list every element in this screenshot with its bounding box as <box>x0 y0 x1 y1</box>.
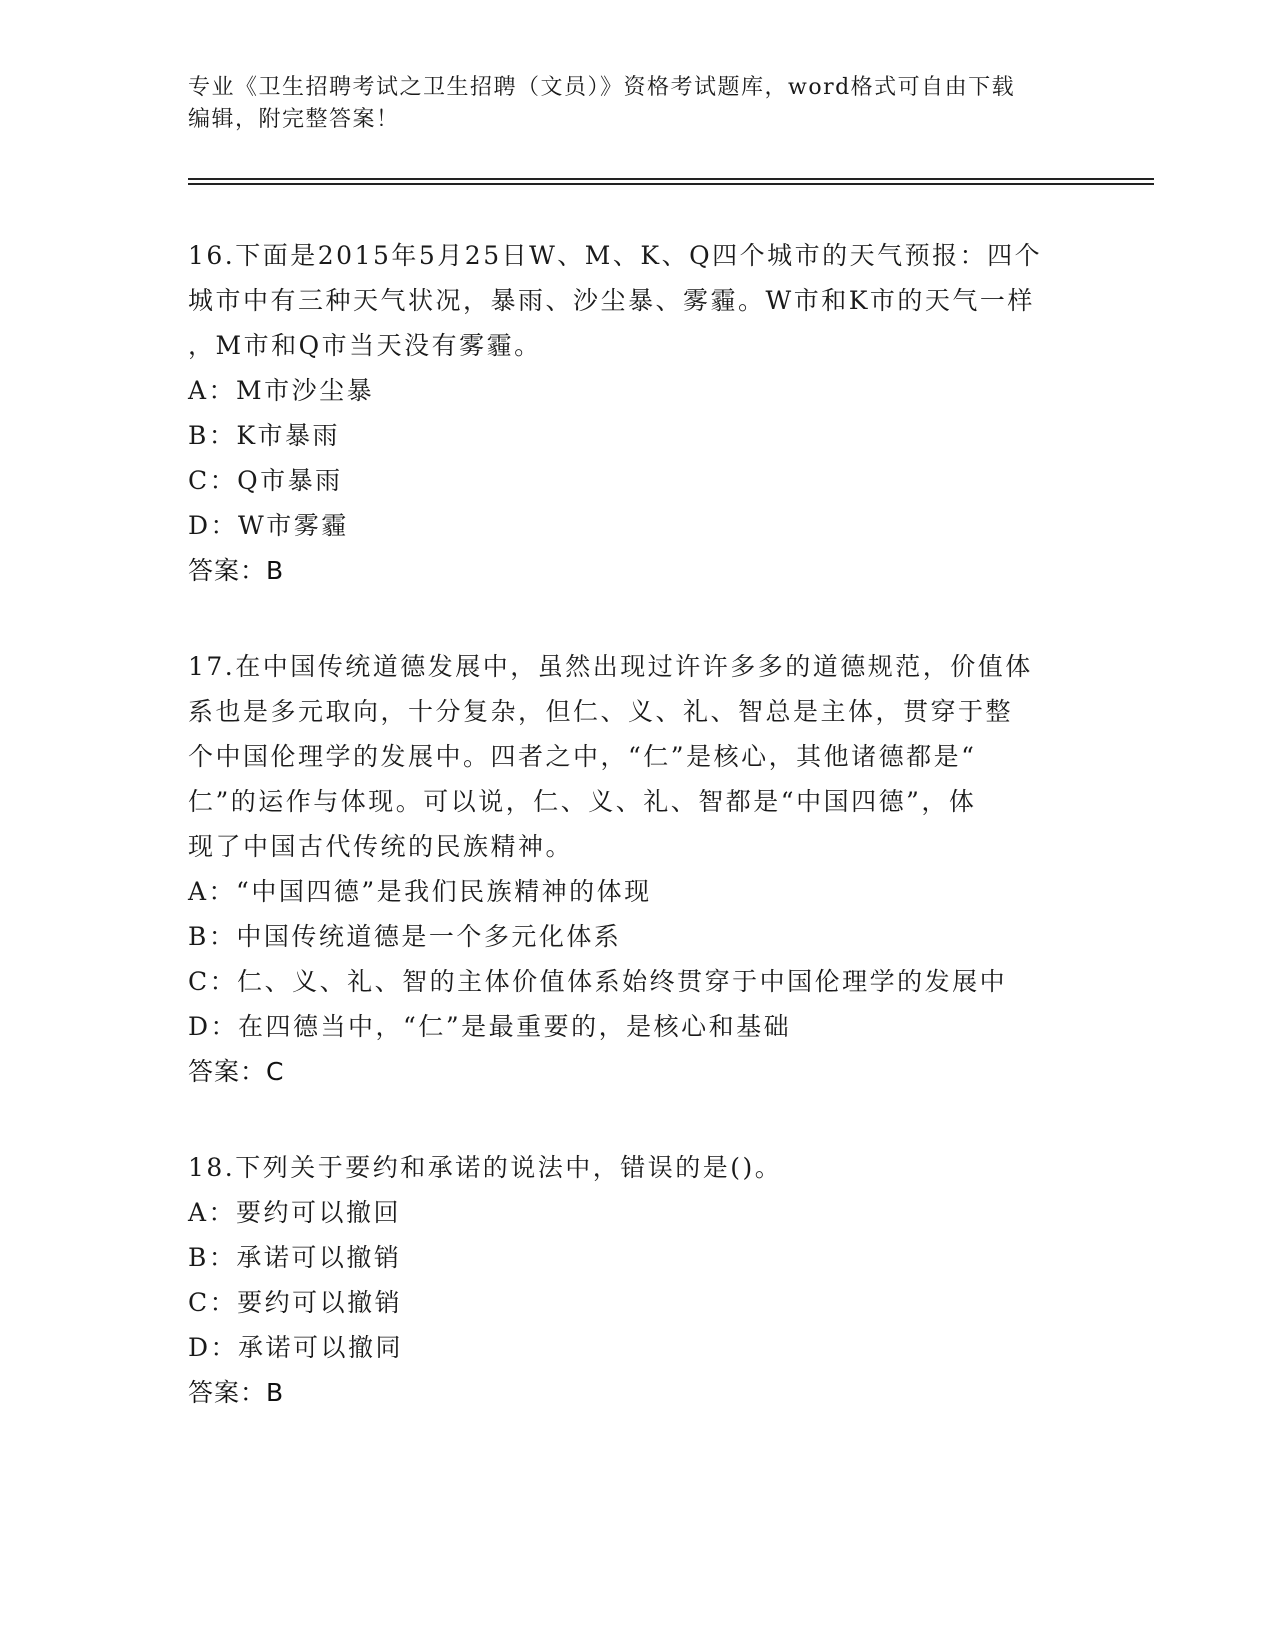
option-c: C：仁、义、礼、智的主体价值体系始终贯穿于中国伦理学的发展中 <box>188 967 1008 996</box>
question-stem-line: 现了中国古代传统的民族精神。 <box>188 832 574 861</box>
option-a: A：M市沙尘暴 <box>188 376 375 405</box>
question-stem-line: 城市中有三种天气状况，暴雨、沙尘暴、雾霾。W市和K市的天气一样 <box>188 286 1035 315</box>
question-17 <box>188 644 1088 1094</box>
header-divider-bottom <box>188 183 1154 185</box>
header-line-2: 编辑，附完整答案！ <box>188 107 400 132</box>
question-stem-line: 16.下面是2015年5月25日W、M、K、Q四个城市的天气预报：四个 <box>188 241 1043 270</box>
option-d: D：W市雾霾 <box>188 511 349 540</box>
option-b: B：承诺可以撤销 <box>188 1243 402 1272</box>
question-stem-line: 个中国伦理学的发展中。四者之中，“仁”是核心，其他诸德都是“ <box>188 742 977 771</box>
option-b: B：K市暴雨 <box>188 421 341 450</box>
question-stem-line: 系也是多元取向，十分复杂，但仁、义、礼、智总是主体，贯穿于整 <box>188 697 1014 726</box>
answer-label: 答案：C <box>188 1057 285 1086</box>
header-divider-top <box>188 178 1154 180</box>
option-b: B：中国传统道德是一个多元化体系 <box>188 922 622 951</box>
option-a: A：要约可以撤回 <box>188 1198 402 1227</box>
question-stem-line: 17.在中国传统道德发展中，虽然出现过许许多多的道德规范，价值体 <box>188 652 1033 681</box>
question-stem-line: 仁”的运作与体现。可以说，仁、义、礼、智都是“中国四德”，体 <box>188 787 977 816</box>
document-header <box>188 72 1088 136</box>
option-c: C：Q市暴雨 <box>188 466 343 495</box>
header-line-1: 专业《卫生招聘考试之卫生招聘（文员）》资格考试题库，word格式可自由下载 <box>188 75 1016 100</box>
option-a: A：“中国四德”是我们民族精神的体现 <box>188 877 652 906</box>
question-16 <box>188 233 1088 593</box>
answer-label: 答案：B <box>188 556 285 585</box>
option-c: C：要约可以撤销 <box>188 1288 403 1317</box>
question-stem-line: ，M市和Q市当天没有雾霾。 <box>188 331 542 360</box>
question-18 <box>188 1145 1088 1415</box>
answer-label: 答案：B <box>188 1378 285 1407</box>
question-stem-line: 18.下列关于要约和承诺的说法中，错误的是()。 <box>188 1153 783 1182</box>
option-d: D：承诺可以撤同 <box>188 1333 404 1362</box>
option-d: D：在四德当中，“仁”是最重要的，是核心和基础 <box>188 1012 792 1041</box>
